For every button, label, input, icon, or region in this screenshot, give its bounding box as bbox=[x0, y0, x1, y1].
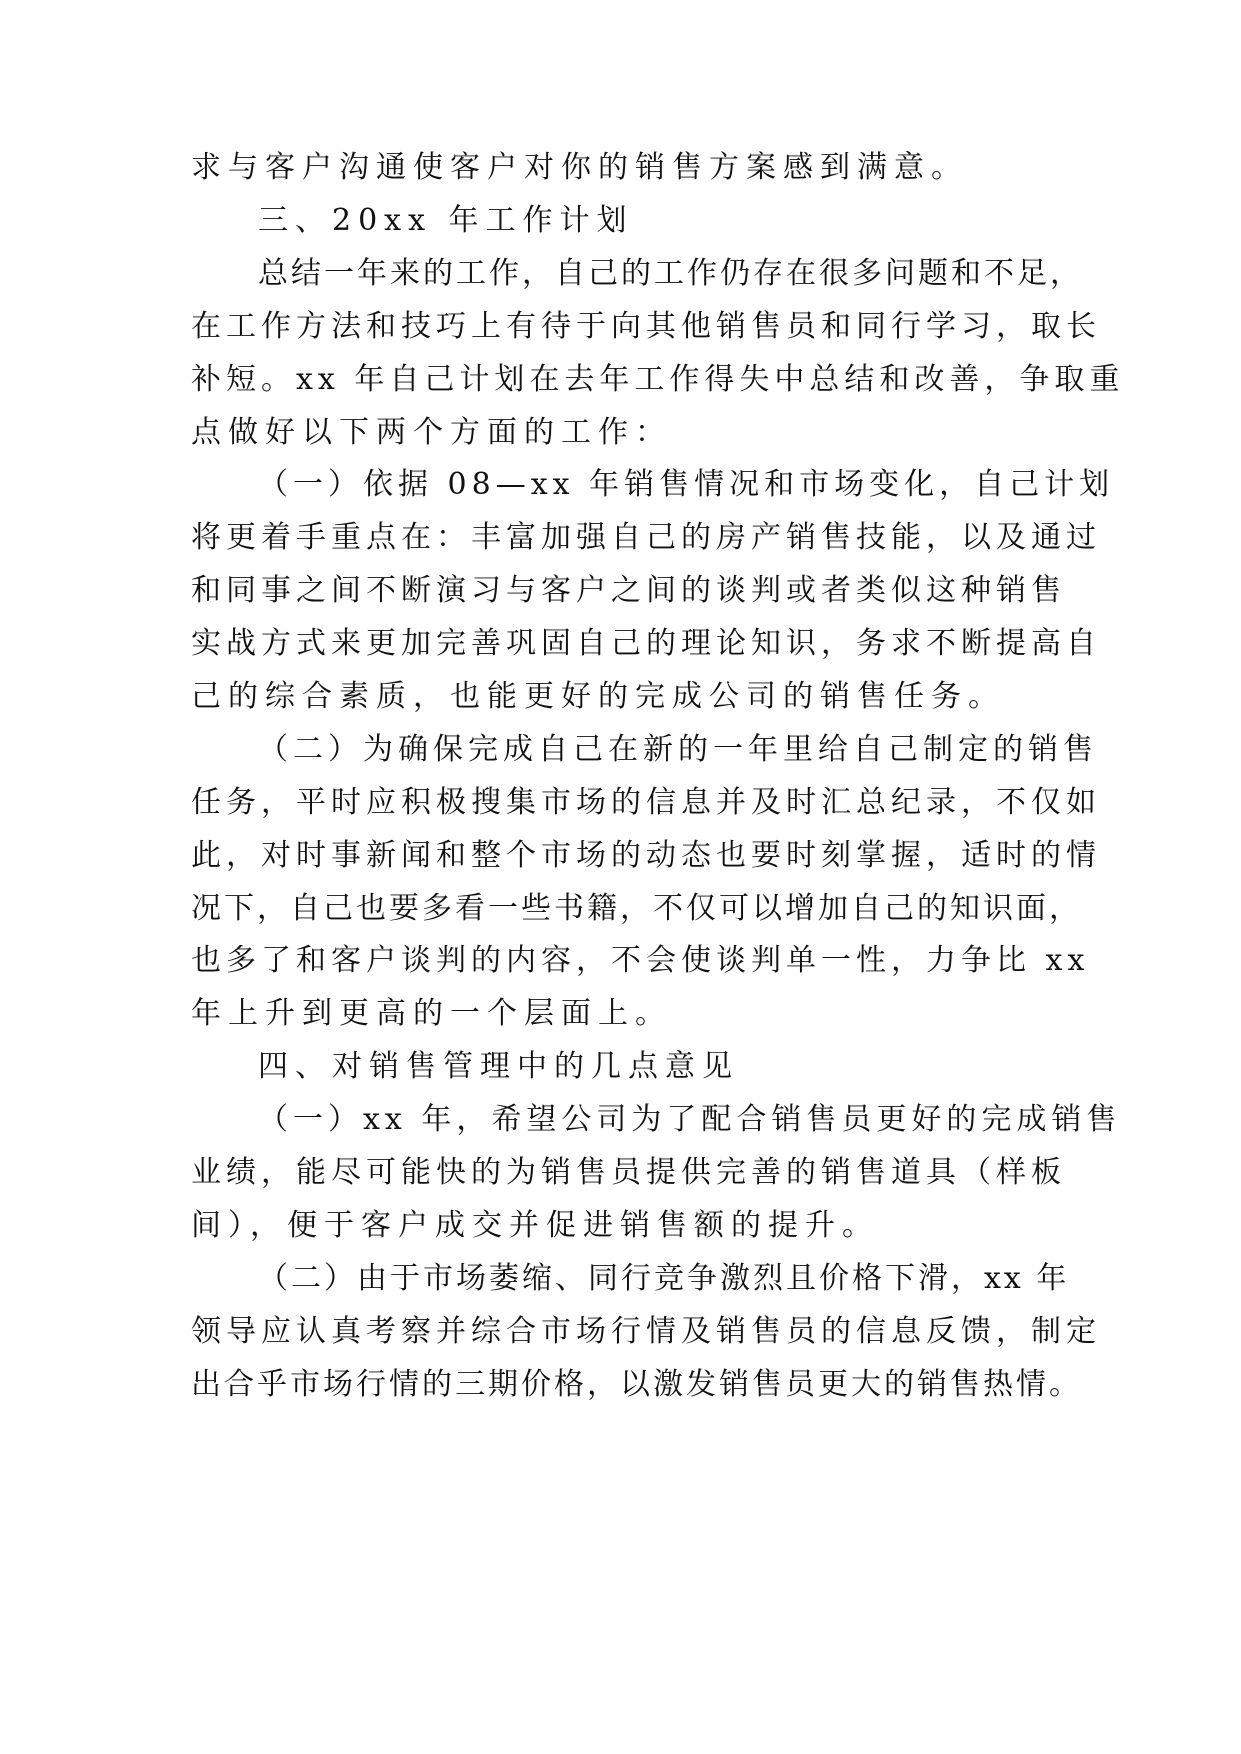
paragraph-line: 业绩，能尽可能快的为销售员提供完善的销售道具（样板 bbox=[191, 1155, 1066, 1190]
paragraph-line: 间），便于客户成交并促进销售额的提升。 bbox=[191, 1208, 879, 1243]
section-heading: 三、20xx 年工作计划 bbox=[258, 203, 634, 238]
paragraph-line: 任务，平时应积极搜集市场的信息并及时汇总纪录，不仅如 bbox=[191, 785, 1101, 820]
paragraph-line: 也多了和客户谈判的内容，不会使谈判单一性，力争比 xx bbox=[191, 943, 1090, 978]
paragraph-line: 出合乎市场行情的三期价格，以激发销售员更大的销售热情。 bbox=[191, 1367, 1082, 1402]
paragraph-line: （一）依据 08—xx 年销售情况和市场变化，自己计划 bbox=[258, 467, 1115, 502]
paragraph-line: （二）由于市场萎缩、同行竞争激烈且价格下滑，xx 年 bbox=[258, 1261, 1070, 1296]
paragraph-line: （一）xx 年，希望公司为了配合销售员更好的完成销售 bbox=[258, 1102, 1122, 1137]
paragraph-line: 求与客户沟通使客户对你的销售方案感到满意。 bbox=[191, 150, 968, 185]
paragraph-line: 总结一年来的工作，自己的工作仍存在很多问题和不足， bbox=[258, 256, 1083, 291]
paragraph-line: 己的综合素质，也能更好的完成公司的销售任务。 bbox=[191, 679, 1005, 714]
paragraph-line: 点做好以下两个方面的工作： bbox=[191, 415, 672, 450]
paragraph-line: （二）为确保完成自己在新的一年里给自己制定的销售 bbox=[258, 732, 1098, 767]
paragraph-line: 补短。xx 年自己计划在去年工作得失中总结和改善，争取重 bbox=[191, 362, 1125, 397]
paragraph-line: 和同事之间不断演习与客户之间的谈判或者类似这种销售 bbox=[191, 573, 1066, 608]
paragraph-line: 在工作方法和技巧上有待于向其他销售员和同行学习，取长 bbox=[191, 309, 1101, 344]
paragraph-line: 况下，自己也要多看一些书籍，不仅可以增加自己的知识面， bbox=[191, 891, 1082, 926]
section-heading: 四、对销售管理中的几点意见 bbox=[258, 1049, 739, 1084]
paragraph-line: 将更着手重点在：丰富加强自己的房产销售技能，以及通过 bbox=[191, 520, 1101, 555]
paragraph-line: 实战方式来更加完善巩固自己的理论知识，务求不断提高自 bbox=[191, 626, 1101, 661]
paragraph-line: 年上升到更高的一个层面上。 bbox=[191, 996, 672, 1031]
paragraph-line: 领导应认真考察并综合市场行情及销售员的信息反馈，制定 bbox=[191, 1314, 1101, 1349]
paragraph-line: 此，对时事新闻和整个市场的动态也要时刻掌握，适时的情 bbox=[191, 838, 1101, 873]
